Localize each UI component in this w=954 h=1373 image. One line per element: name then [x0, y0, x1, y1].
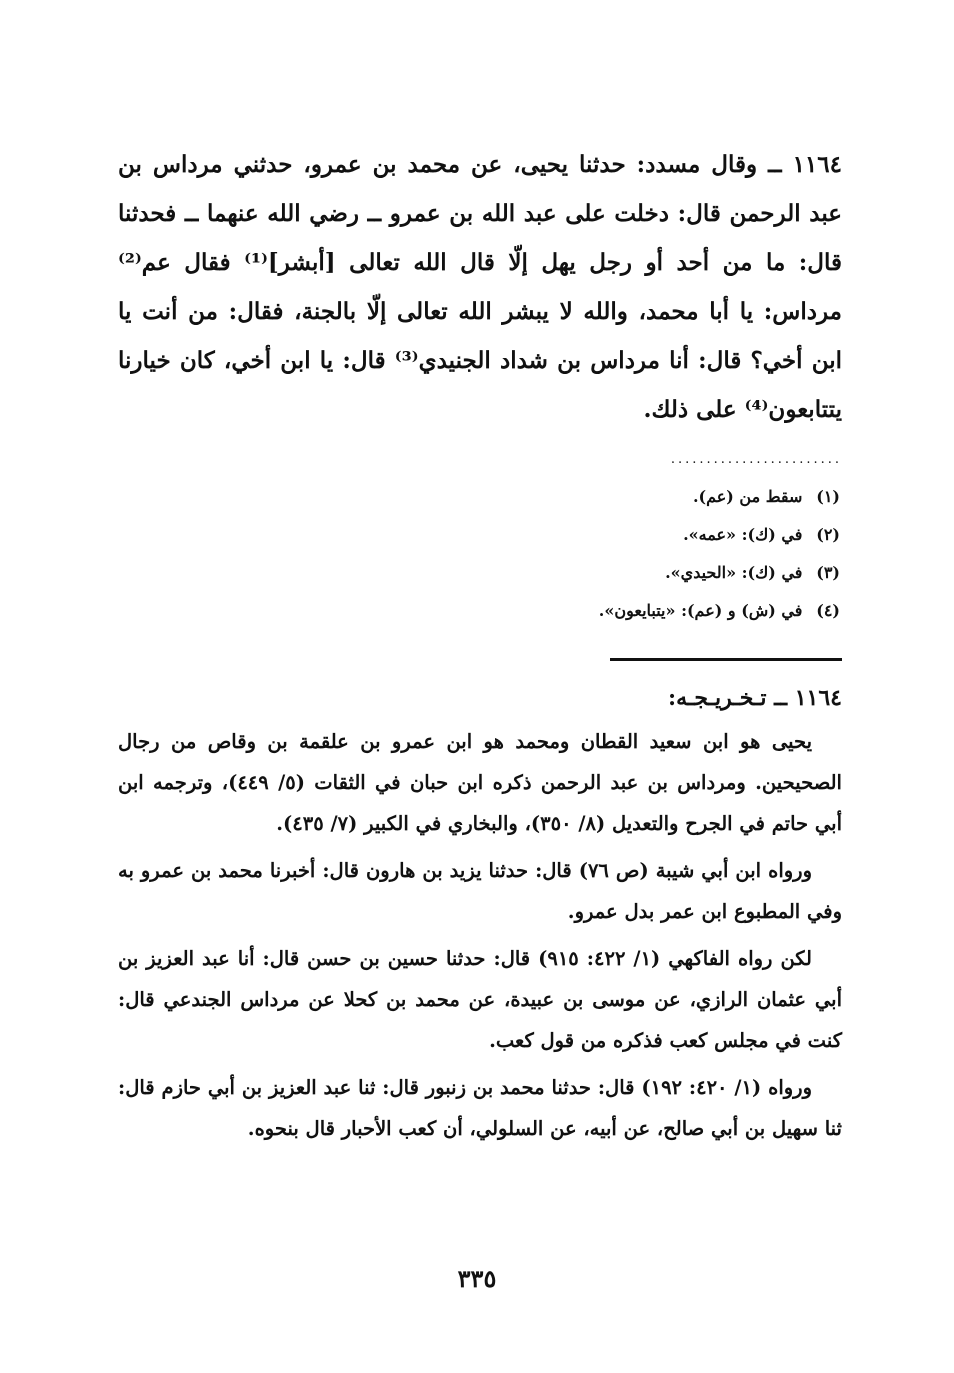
takhrij-paragraph: ورواه (١/ ٤٢٠: ١٩٢) قال: حدثنا محمد بن زنبور قال: ثنا عبد العزيز بن أبي حازم قال: ثنا سهيل بن أبي صالح، عن أبيه، عن السلولي، أن كعب الأحبار قال بنحوه.: [118, 1076, 842, 1140]
footnote-text: في (ك): «الحيدي».: [665, 563, 803, 582]
takhrij-paragraph: لكن رواه الفاكهي (١/ ٤٢٢: ٩١٥) قال: حدثنا حسين بن حسن قال: أنا عبد العزيز بن أبي عثمان الرازي، عن موسى بن عبيدة، عن محمد بن كحلا عن مرداس الجندعي قال: كنت في مجلس كعب فذكره من قول كعب.: [118, 947, 842, 1052]
footnote-item: [118, 478, 842, 516]
section-divider: [610, 658, 842, 661]
page-body: [118, 140, 842, 1149]
takhrij-paragraph: يحيى هو ابن سعيد القطان ومحمد هو ابن عمرو بن علقمة بن وقاص من رجال الصحيحين. ومرداس بن عبد الرحمن ذكره ابن حبان في الثقات (٥/ ٤٤٩)، وترجمه ابن أبي حاتم في الجرح والتعديل (٨/ ٣٥٠)، والبخاري في الكبير (٧/ ٤٣٥).: [118, 730, 842, 835]
footnote-item: [118, 516, 842, 554]
footnote-item: [118, 554, 842, 592]
footnote-text: في (ك): «عمه».: [683, 525, 803, 544]
footnote-number: (٣): [816, 563, 840, 582]
page-number: ٣٣٥: [457, 1264, 497, 1293]
hadith-paragraph: ١١٦٤ ــ وقال مسدد: حدثنا يحيى، عن محمد بن عمرو، حدثني مرداس بن عبد الرحمن قال: دخلت على عبد الله بن عمرو ــ رضي الله عنهما ــ فحدثنا قال: ما من أحد أو رجل يهل إلّا قال الله تعالى [أبشر]⁽¹⁾ فقال عم⁽²⁾ مرداس: يا أبا محمد، والله لا يبشر الله تعالى إلّا بالجنة، فقال: من أنت يا ابن أخي؟ قال: أنا مرداس بن شداد الجنيدي⁽³⁾ قال: يا ابن أخي، كان خيارنا يتتابعون⁽⁴⁾ على ذلك.: [118, 151, 842, 423]
footnote-text: في (ش) و (عم): «يتبايعون».: [598, 601, 803, 620]
takhrij-paragraph: ورواه ابن أبي شيبة (ص ٧٦) قال: حدثنا يزيد بن هارون قال: أخبرنا محمد بن عمرو به وفي المطبوع ابن عمر بدل عمرو.: [118, 859, 842, 923]
footnote-number: (٤): [816, 601, 840, 620]
takhrij-heading: ١١٦٤ ــ تـخـريـجـه:: [668, 685, 842, 711]
footnote-number: (١): [816, 487, 840, 506]
footnote-separator: ........................: [670, 452, 842, 467]
main-hadith-text: [118, 140, 842, 434]
footnotes: [118, 478, 842, 630]
takhrij-section: [118, 681, 842, 1149]
footnote-text: سقط من (عم).: [692, 487, 803, 506]
footnote-item: [118, 592, 842, 630]
footnote-number: (٢): [816, 525, 840, 544]
